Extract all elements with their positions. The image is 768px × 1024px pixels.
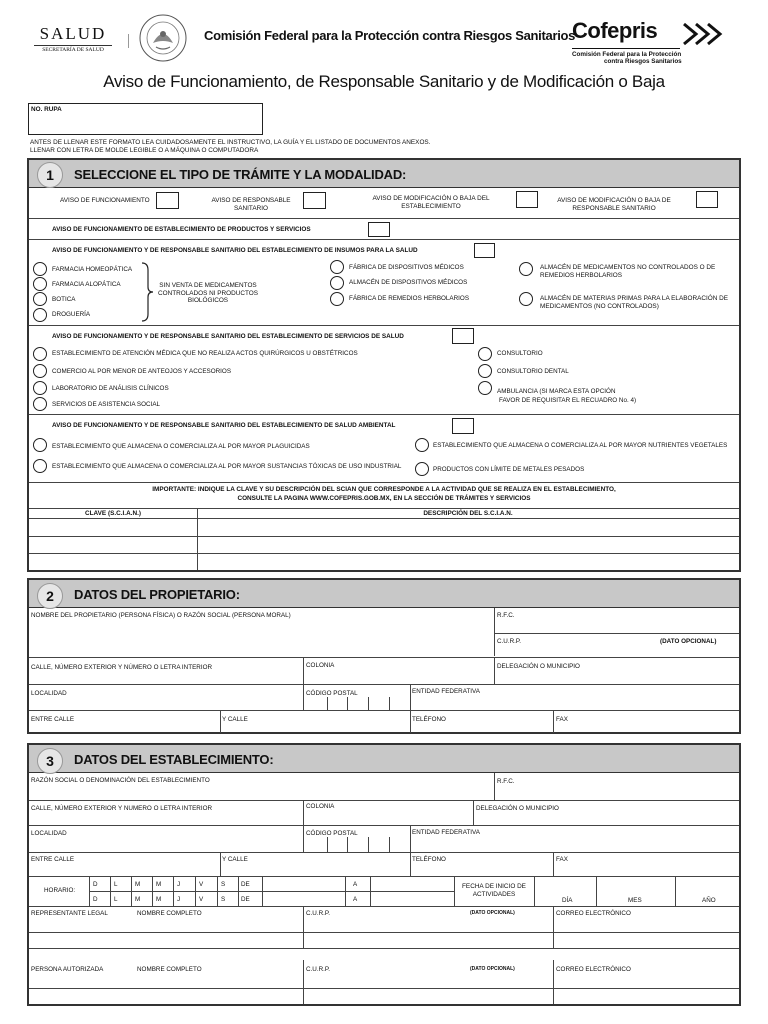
propietario-fax-field[interactable] [554, 724, 738, 732]
estab-calle-field[interactable] [30, 813, 302, 824]
a-label: A [353, 896, 358, 903]
fecha-inicio-label: FECHA DE INICIO DE ACTIVIDADES [462, 883, 526, 898]
day-l: L [114, 881, 118, 888]
rep-correo-label: CORREO ELECTRÓNICO [556, 910, 631, 917]
atencion-medica-radio[interactable] [33, 347, 47, 361]
aut-correo-field[interactable] [555, 974, 738, 987]
day-v: V [199, 896, 204, 903]
mexico-seal-icon [138, 13, 188, 63]
metales-pesados-label: PRODUCTOS CON LÍMITE DE METALES PESADOS [433, 466, 585, 473]
scian-desc-field-2[interactable] [199, 537, 737, 552]
aut-curp-opcional: (DATO OPCIONAL) [470, 966, 515, 972]
horario-a-field-1[interactable] [371, 877, 453, 890]
section-3-number: 3 [37, 748, 63, 774]
consultorio-dental-radio[interactable] [478, 364, 492, 378]
estab-localidad-label: LOCALIDAD [31, 830, 67, 837]
propietario-rfc-field[interactable] [496, 620, 738, 632]
propietario-entidad-field[interactable] [411, 696, 738, 709]
fecha-mes-field[interactable] [597, 877, 674, 895]
plaguicidas-radio[interactable] [33, 438, 47, 452]
plaguicidas-label: ESTABLECIMIENTO QUE ALMACENA O COMERCIALIZA AL POR MAYOR PLAGUICIDAS [52, 443, 310, 450]
anteojos-label: COMERCIO AL POR MENOR DE ANTEOJOS Y ACCESORIOS [52, 368, 232, 375]
rep-correo-field[interactable] [555, 918, 738, 931]
propietario-cp-field[interactable] [305, 697, 409, 709]
aut-correo-label: CORREO ELECTRÓNICO [556, 966, 631, 973]
horario-de-field-2[interactable] [263, 892, 344, 905]
day-m2: M [156, 881, 162, 888]
estab-rfc-field[interactable] [496, 786, 738, 798]
propietario-calle-field[interactable] [30, 672, 302, 682]
rupa-box[interactable] [28, 103, 263, 135]
cofepris-sub2: contra Riesgos Sanitarios [604, 58, 682, 65]
aut-curp-field[interactable] [305, 974, 552, 987]
instruction-1: ANTES DE LLENAR ESTE FORMATO LEA CUIDADOSAMENTE EL INSTRUCTIVO, LA GUÍA Y EL LISTADO DE DOCUMENTOS ANEXOS. [30, 139, 431, 146]
propietario-colonia-label: COLONIA [306, 662, 335, 669]
farmacia-homeopatica-label: FARMACIA HOMEOPÁTICA [52, 266, 133, 273]
propietario-colonia-field[interactable] [305, 670, 492, 682]
insumos-checkbox[interactable] [474, 243, 495, 258]
almacen-medicamentos-label: ALMACÉN DE MEDICAMENTOS NO CONTROLADOS O DE REMEDIOS HERBOLARIOS [540, 264, 716, 279]
botica-label: BOTICA [52, 296, 76, 303]
section-2-title: DATOS DEL PROPIETARIO: [74, 587, 240, 602]
salud-logo [28, 24, 118, 60]
productos-label: AVISO DE FUNCIONAMIENTO DE ESTABLECIMIENTO DE PRODUCTOS Y SERVICIOS [52, 226, 311, 233]
scian-clave-field-2[interactable] [30, 537, 196, 552]
day-m2: M [156, 896, 162, 903]
ambiental-title: AVISO DE FUNCIONAMIENTO Y DE RESPONSABLE SANITARIO DEL ESTABLECIMIENTO DE SALUD AMBIENTAL [52, 422, 396, 429]
horario-de-field-1[interactable] [263, 877, 344, 890]
commission-name: Comisión Federal para la Protección contra Riesgos Sanitarios [204, 28, 576, 43]
propietario-ycalle-field[interactable] [221, 724, 409, 732]
estab-delegacion-field[interactable] [475, 813, 738, 824]
scian-desc-field-3[interactable] [199, 554, 737, 569]
propietario-curp-opcional: (DATO OPCIONAL) [660, 638, 717, 645]
brace-icon [140, 262, 154, 322]
farmacia-homeopatica-radio[interactable] [33, 262, 47, 276]
de-label: DE [241, 896, 250, 903]
propietario-entre-label: ENTRE CALLE [31, 716, 75, 723]
propietario-telefono-label: TELÉFONO [412, 716, 446, 723]
clave-header: CLAVE (S.C.I.A.N.) [85, 510, 141, 517]
estab-entre-field[interactable] [30, 864, 218, 875]
tramite-label-4: AVISO DE MODIFICACIÓN O BAJA DE RESPONSABLE SANITARIO [557, 197, 671, 212]
day-s: S [221, 881, 226, 888]
salud-subtitle: SECRETARÍA DE SALUD [42, 47, 104, 53]
a-label: A [353, 881, 358, 888]
instruction-2: LLENAR CON LETRA DE MOLDE LEGIBLE O A MÁQUINA O COMPUTADORA [30, 147, 259, 154]
drogueria-radio[interactable] [33, 308, 47, 322]
day-m1: M [135, 881, 141, 888]
salud-title: SALUD [39, 24, 107, 43]
propietario-entre-field[interactable] [30, 724, 218, 732]
atencion-medica-label: ESTABLECIMIENTO DE ATENCIÓN MÉDICA QUE NO REALIZA ACTOS QUIRÚRGICOS U OBSTÉTRICOS [52, 350, 358, 357]
tramite-label-2: AVISO DE RESPONSABLE SANITARIO [211, 197, 291, 212]
section-3-title: DATOS DEL ESTABLECIMIENTO: [74, 752, 274, 767]
day-v: V [199, 881, 204, 888]
section-2-number: 2 [37, 583, 63, 609]
fabrica-remedios-label: FÁBRICA DE REMEDIOS HERBOLARIOS [349, 295, 470, 302]
farmacia-alopatica-radio[interactable] [33, 277, 47, 291]
ambulancia-label: AMBULANCIA (SI MARCA ESTA OPCIÓN [497, 388, 616, 395]
insumos-brace-note: SIN VENTA DE MEDICAMENTOS CONTROLADOS NI PRODUCTOS BIOLÓGICOS [158, 282, 259, 305]
almacen-medicamentos-radio[interactable] [519, 262, 533, 276]
estab-ycalle-field[interactable] [221, 864, 409, 875]
propietario-delegacion-label: DELEGACIÓN O MUNICIPIO [497, 663, 580, 670]
sustancias-toxicas-label: ESTABLECIMIENTO QUE ALMACENA O COMERCIALIZA AL POR MAYOR SUSTANCIAS TÓXICAS DE USO INDUSTRIAL [52, 463, 402, 470]
rep-curp-field[interactable] [305, 918, 552, 931]
aut-curp-label: C.U.R.P. [306, 966, 331, 973]
asistencia-social-label: SERVICIOS DE ASISTENCIA SOCIAL [52, 401, 161, 408]
estab-delegacion-label: DELEGACIÓN O MUNICIPIO [476, 805, 559, 812]
day-s: S [221, 896, 226, 903]
estab-localidad-field[interactable] [30, 838, 302, 850]
propietario-curp-label: C.U.R.P. [497, 638, 522, 645]
consultorio-label: CONSULTORIO [497, 350, 543, 357]
almacen-materias-label: ALMACÉN DE MATERIAS PRIMAS PARA LA ELABORACIÓN DE MEDICAMENTOS (NO CONTROLADOS) [540, 295, 728, 310]
cofepris-wordmark: Cofepris [572, 18, 658, 43]
scian-clave-field-1[interactable] [30, 519, 196, 535]
propietario-rfc-label: R.F.C. [497, 612, 515, 619]
propietario-nombre-field[interactable] [30, 620, 492, 656]
estab-entidad-field[interactable] [411, 837, 738, 851]
descripcion-header: DESCRIPCIÓN DEL S.C.I.A.N. [423, 510, 513, 517]
horario-label: HORARIO: [44, 887, 76, 894]
estab-calle-label: CALLE, NÚMERO EXTERIOR Y NUMERO O LETRA INTERIOR [31, 805, 213, 812]
scian-desc-field-1[interactable] [199, 519, 737, 535]
sustancias-toxicas-radio[interactable] [33, 459, 47, 473]
aut-nombre-field[interactable] [30, 974, 302, 987]
tramite-checkbox-4[interactable] [696, 191, 718, 208]
persona-autorizada-label: PERSONA AUTORIZADA [31, 966, 104, 973]
propietario-calle-label: CALLE, NÚMERO EXTERIOR Y NÚMERO O LETRA INTERIOR [31, 664, 213, 671]
metales-pesados-radio[interactable] [415, 462, 429, 476]
importante-line-1: IMPORTANTE: INDIQUE LA CLAVE Y SU DESCRIPCIÓN DEL SCIAN QUE CORRESPONDE A LA ACTIVIDAD QUE SE REALIZA EN EL ESTABLECIMIENTO, [152, 486, 616, 493]
mes-label: MES [628, 897, 642, 904]
rep-legal-label: REPRESENTANTE LEGAL [31, 910, 108, 917]
servicios-title: AVISO DE FUNCIONAMIENTO Y DE RESPONSABLE SANITARIO DEL ESTABLECIMIENTO DE SERVICIOS DE SALUD [52, 333, 404, 340]
estab-entidad-label: ENTIDAD FEDERATIVA [412, 829, 480, 836]
cofepris-sub1: Comisión Federal para la Protección [572, 51, 682, 58]
estab-ycalle-label: Y CALLE [222, 856, 248, 863]
day-d: D [93, 881, 98, 888]
estab-telefono-field[interactable] [411, 864, 551, 875]
estab-fax-label: FAX [556, 856, 568, 863]
ambiental-checkbox[interactable] [452, 418, 474, 434]
consultorio-radio[interactable] [478, 347, 492, 361]
anio-label: AÑO [702, 897, 716, 904]
day-m1: M [135, 896, 141, 903]
propietario-curp-field[interactable] [496, 646, 738, 656]
fabrica-dispositivos-radio[interactable] [330, 260, 344, 274]
almacen-dispositivos-radio[interactable] [330, 276, 344, 290]
tramite-label-1: AVISO DE FUNCIONAMIENTO [60, 197, 150, 204]
de-label: DE [241, 881, 250, 888]
nutrientes-radio[interactable] [415, 438, 429, 452]
anteojos-radio[interactable] [33, 364, 47, 378]
rep-nombre-field[interactable] [30, 918, 302, 931]
tramite-checkbox-1[interactable] [156, 192, 179, 209]
cofepris-logo [572, 18, 742, 68]
ambulancia-note: FAVOR DE REQUISITAR EL RECUADRO No. 4) [499, 397, 637, 404]
aut-nombre-label: NOMBRE COMPLETO [137, 966, 202, 973]
section-1-title: SELECCIONE EL TIPO DE TRÁMITE Y LA MODALIDAD: [74, 167, 407, 182]
propietario-ycalle-label: Y CALLE [222, 716, 248, 723]
fabrica-dispositivos-label: FÁBRICA DE DISPOSITIVOS MÉDICOS [349, 264, 464, 271]
fabrica-remedios-radio[interactable] [330, 292, 344, 306]
estab-razon-field[interactable] [30, 785, 492, 798]
propietario-telefono-field[interactable] [411, 724, 551, 732]
insumos-title: AVISO DE FUNCIONAMIENTO Y DE RESPONSABLE SANITARIO DEL ESTABLECIMIENTO DE INSUMOS PARA LA SALUD [52, 247, 418, 254]
importante-line-2: CONSULTE LA PAGINA WWW.COFEPRIS.GOB.MX, EN LA SECCIÓN DE TRÁMITES Y SERVICIOS [237, 495, 531, 502]
estab-fax-field[interactable] [554, 864, 738, 875]
scian-clave-field-3[interactable] [30, 554, 196, 569]
drogueria-label: DROGUERÍA [52, 311, 91, 318]
fecha-anio-field[interactable] [676, 877, 738, 895]
day-j: J [177, 896, 181, 903]
propietario-delegacion-field[interactable] [496, 671, 738, 682]
estab-entre-label: ENTRE CALLE [31, 856, 75, 863]
estab-colonia-field[interactable] [305, 811, 472, 824]
ambulancia-radio[interactable] [478, 381, 492, 395]
rep-curp-label: C.U.R.P. [306, 910, 331, 917]
rep-nombre-label: NOMBRE COMPLETO [137, 910, 202, 917]
estab-razon-label: RAZÓN SOCIAL O DENOMINACIÓN DEL ESTABLECIMIENTO [31, 777, 210, 784]
almacen-materias-radio[interactable] [519, 292, 533, 306]
chevrons-icon [682, 22, 734, 46]
fecha-dia-field[interactable] [535, 877, 595, 895]
estab-rfc-label: R.F.C. [497, 778, 515, 785]
propietario-localidad-field[interactable] [30, 698, 302, 708]
botica-radio[interactable] [33, 292, 47, 306]
consultorio-dental-label: CONSULTORIO DENTAL [497, 368, 569, 375]
tramite-checkbox-2[interactable] [303, 192, 326, 209]
dia-label: DÍA [562, 897, 573, 904]
day-l: L [114, 896, 118, 903]
asistencia-social-radio[interactable] [33, 397, 47, 411]
laboratorio-label: LABORATORIO DE ANÁLISIS CLÍNICOS [52, 385, 169, 392]
tramite-label-3: AVISO DE MODIFICACIÓN O BAJA DEL ESTABLECIMIENTO [372, 195, 490, 210]
almacen-dispositivos-label: ALMACÉN DE DISPOSITIVOS MÉDICOS [349, 279, 468, 286]
estab-telefono-label: TELÉFONO [412, 856, 446, 863]
nutrientes-label: ESTABLECIMIENTO QUE ALMACENA O COMERCIALIZA AL POR MAYOR NUTRIENTES VEGETALES [433, 442, 728, 449]
propietario-nombre-label: NOMBRE DEL PROPIETARIO (PERSONA FÍSICA) O RAZÓN SOCIAL (PERSONA MORAL) [31, 612, 291, 619]
day-j: J [177, 881, 181, 888]
horario-a-field-2[interactable] [371, 892, 453, 905]
estab-colonia-label: COLONIA [306, 803, 335, 810]
farmacia-alopatica-label: FARMACIA ALOPÁTICA [52, 281, 121, 288]
propietario-cp-label: CÓDIGO POSTAL [306, 690, 358, 697]
section-1-number: 1 [37, 162, 63, 188]
laboratorio-radio[interactable] [33, 381, 47, 395]
propietario-localidad-label: LOCALIDAD [31, 690, 67, 697]
estab-cp-field[interactable] [305, 838, 409, 851]
rupa-label: NO. RUPA [31, 106, 62, 113]
estab-cp-label: CÓDIGO POSTAL [306, 830, 358, 837]
rep-curp-opcional: (DATO OPCIONAL) [470, 910, 515, 916]
form-title: Aviso de Funcionamiento, de Responsable Sanitario y de Modificación o Baja [103, 72, 665, 91]
servicios-checkbox[interactable] [452, 328, 474, 344]
propietario-entidad-label: ENTIDAD FEDERATIVA [412, 688, 480, 695]
productos-checkbox[interactable] [368, 222, 390, 237]
tramite-checkbox-3[interactable] [516, 191, 538, 208]
propietario-fax-label: FAX [556, 716, 568, 723]
day-d: D [93, 896, 98, 903]
